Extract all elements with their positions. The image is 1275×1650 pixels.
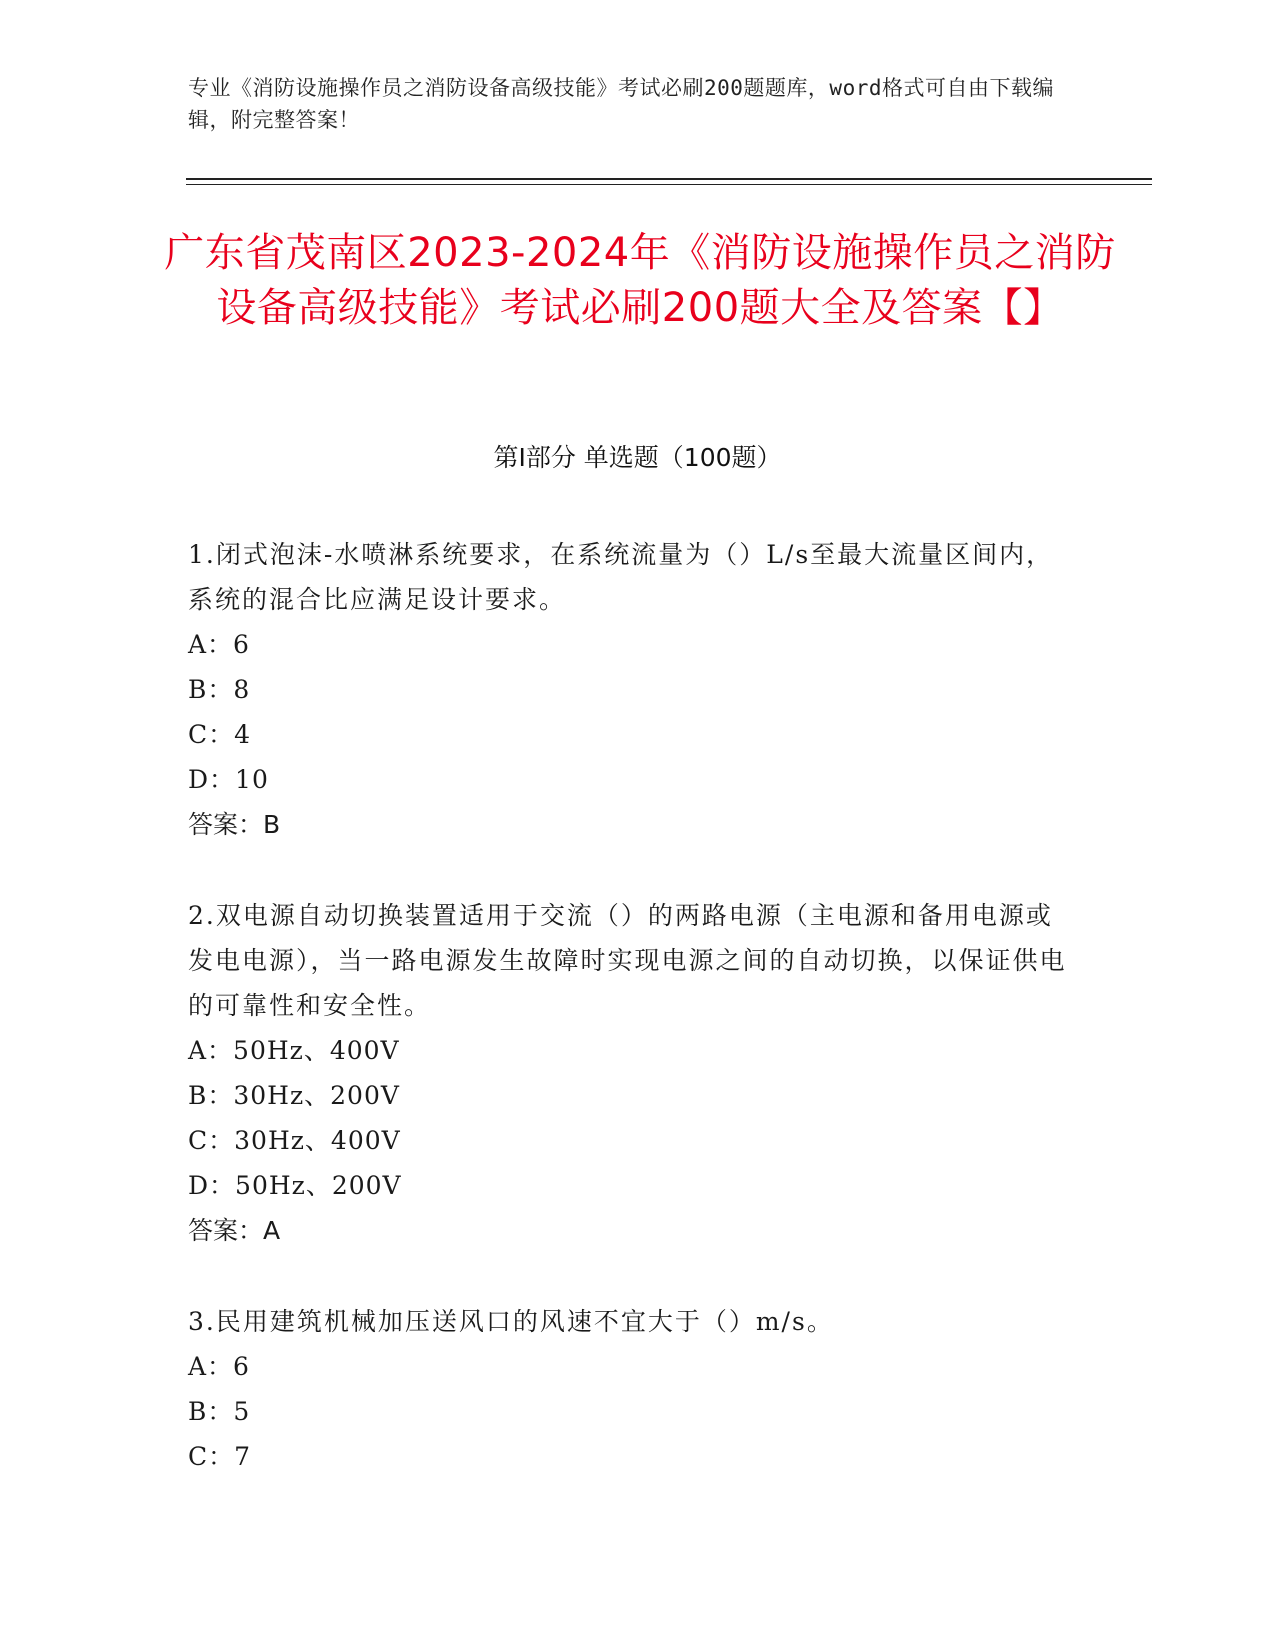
answer-line: 答案：A [188, 1216, 281, 1245]
option-b: B：5 [188, 1397, 251, 1426]
option-d: D：50Hz、200V [188, 1171, 402, 1200]
question-stem: 1.闭式泡沫-水喷淋系统要求，在系统流量为（）L/s至最大流量区间内，系统的混合比应满足设计要求。 [188, 540, 1054, 614]
answer-line: 答案：B [188, 810, 281, 839]
document-title: 广东省茂南区2023-2024年《消防设施操作员之消防设备高级技能》考试必刷200题大全及答案【】 [164, 230, 1116, 331]
question-stem: 2.双电源自动切换装置适用于交流（）的两路电源（主电源和备用电源或发电电源），当一路电源发生故障时实现电源之间的自动切换，以保证供电的可靠性和安全性。 [188, 901, 1067, 1020]
option-c: C：4 [188, 720, 252, 749]
option-d: D：10 [188, 765, 269, 794]
option-b: B：8 [188, 675, 251, 704]
option-a: A：6 [188, 630, 250, 659]
section-heading: 第I部分 单选题（100题） [493, 443, 782, 472]
question-item [188, 893, 1068, 1253]
option-a: A：50Hz、400V [188, 1036, 400, 1065]
option-c: C：7 [188, 1442, 252, 1471]
header-divider-thin [186, 184, 1152, 185]
option-b: B：30Hz、200V [188, 1081, 400, 1110]
question-stem: 3.民用建筑机械加压送风口的风速不宜大于（）m/s。 [188, 1307, 834, 1336]
question-item [188, 1299, 1068, 1479]
question-list [188, 532, 1068, 1525]
question-item [188, 532, 1068, 847]
header-divider-thick [186, 178, 1152, 180]
option-c: C：30Hz、400V [188, 1126, 401, 1155]
header-note: 专业《消防设施操作员之消防设备高级技能》考试必刷200题题库，word格式可自由下载编辑，附完整答案！ [188, 76, 1054, 132]
option-a: A：6 [188, 1352, 250, 1381]
